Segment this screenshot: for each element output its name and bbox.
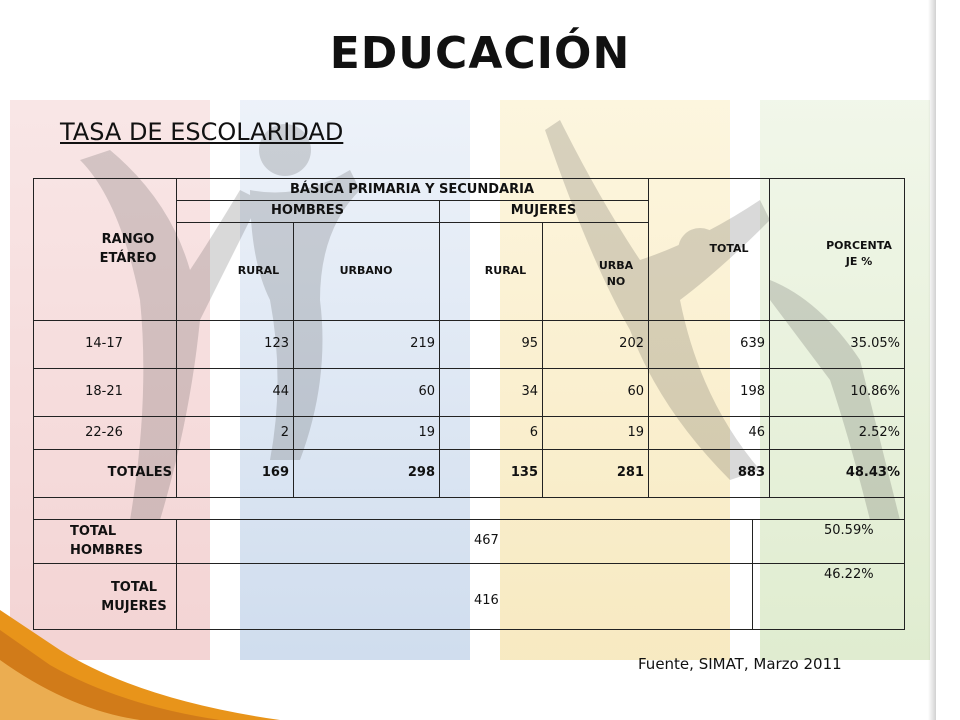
table-row-2-rango: 18-21 — [85, 384, 123, 400]
table-row-1-urbano-h: 219 — [410, 336, 435, 352]
grid-line — [176, 519, 177, 629]
totals-label: TOTALES — [107, 465, 172, 481]
section-subtitle: TASA DE ESCOLARIDAD — [60, 118, 344, 146]
totals-pct: 48.43% — [845, 465, 900, 481]
table-row-1-total: 639 — [740, 336, 765, 352]
table-row-2-urbano-m: 60 — [627, 384, 644, 400]
header-rango-etareo: RANGO ETÁREO — [99, 231, 157, 266]
grid-line — [752, 519, 753, 629]
totals-rural-h: 169 — [261, 465, 289, 481]
total-mujeres-value: 416 — [474, 593, 499, 609]
header-basica: BÁSICA PRIMARIA Y SECUNDARIA — [289, 181, 535, 197]
header-porcentaje: PORCENTA JE % — [826, 238, 892, 268]
totals-urbano-h: 298 — [407, 465, 435, 481]
header-urbano-mujeres: URBA NO — [598, 258, 634, 288]
grid-line — [34, 497, 904, 498]
header-rural-hombres: RURAL — [237, 264, 280, 278]
total-mujeres-label: TOTAL MUJERES — [101, 579, 167, 614]
grid-line — [34, 563, 904, 564]
total-hombres-label: TOTAL HOMBRES — [70, 523, 144, 558]
escolaridad-table — [33, 178, 905, 630]
table-row-3-pct: 2.52% — [858, 424, 900, 440]
table-row-3-urbano-h: 19 — [418, 424, 435, 440]
total-hombres-pct: 50.59% — [824, 523, 874, 539]
header-hombres: HOMBRES — [270, 203, 345, 219]
page-edge-shadow — [928, 0, 936, 720]
table-row-3-rango: 22-26 — [85, 424, 123, 440]
total-mujeres-pct: 46.22% — [824, 567, 874, 583]
table-row-3-total: 46 — [748, 424, 765, 440]
totals-rural-m: 135 — [510, 465, 538, 481]
header-urbano-hombres: URBANO — [339, 264, 393, 278]
table-row-3-rural-h: 2 — [280, 424, 289, 440]
table-row-1-rango: 14-17 — [85, 336, 123, 352]
table-row-2-urbano-h: 60 — [418, 384, 435, 400]
source-footer: Fuente, SIMAT, Marzo 2011 — [638, 655, 842, 673]
header-rural-mujeres: RURAL — [484, 264, 527, 278]
total-hombres-value: 467 — [474, 533, 499, 549]
totals-urbano-m: 281 — [616, 465, 644, 481]
page-title: EDUCACIÓN — [329, 28, 631, 79]
table-row-3-rural-m: 6 — [529, 424, 538, 440]
header-total: TOTAL — [709, 241, 749, 255]
table-row-1-rural-m: 95 — [521, 336, 538, 352]
table-row-1-pct: 35.05% — [850, 336, 900, 352]
table-row-1-urbano-m: 202 — [619, 336, 644, 352]
totals-total: 883 — [737, 465, 765, 481]
table-row-2-pct: 10.86% — [850, 384, 900, 400]
table-row-2-rural-m: 34 — [521, 384, 538, 400]
grid-line — [34, 519, 904, 520]
table-row-2-rural-h: 44 — [272, 384, 289, 400]
header-mujeres: MUJERES — [510, 203, 577, 219]
table-row-2-total: 198 — [740, 384, 765, 400]
table-row-3-urbano-m: 19 — [627, 424, 644, 440]
table-row-1-rural-h: 123 — [264, 336, 289, 352]
